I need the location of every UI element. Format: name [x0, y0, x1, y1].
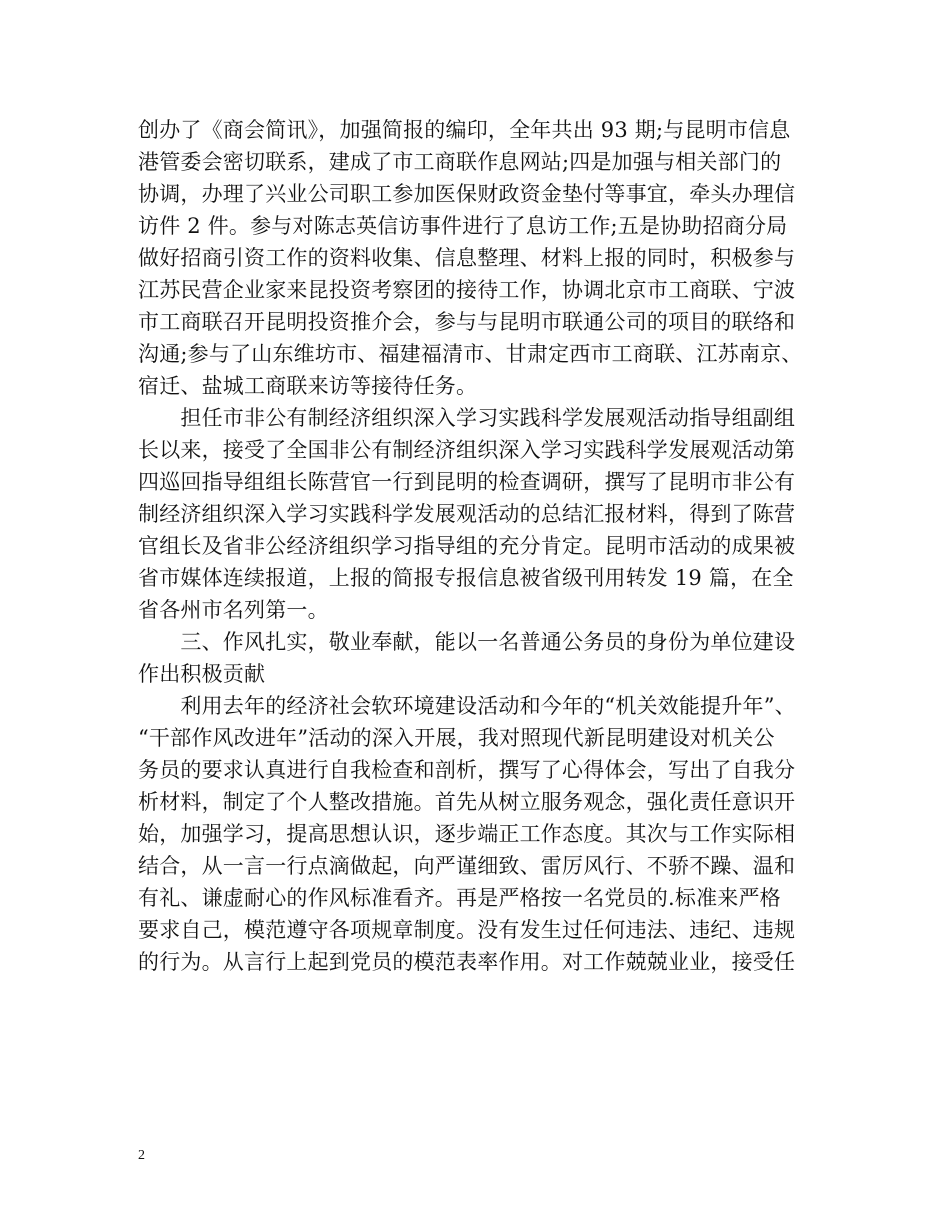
text-line: 省各州市名列第一。: [138, 598, 329, 622]
text-line: 访件 2 件。参与对陈志英信访事件进行了息访工作;五是协助招商分局: [138, 214, 788, 238]
section-heading-line: 三、作风扎实，敬业奉献，能以一名普通公务员的身份为单位建设: [138, 630, 796, 654]
text-line: 创办了《商会简讯》，加强简报的编印，全年共出 93 期;与昆明市信息: [138, 118, 791, 142]
text-line: 利用去年的经济社会软环境建设活动和今年的“机关效能提升年”、: [138, 694, 796, 718]
text-line: 江苏民营企业家来昆投资考察团的接待工作，协调北京市工商联、宁波: [138, 278, 796, 302]
text-line: 沟通;参与了山东维坊市、福建福清市、甘肃定西市工商联、江苏南京、: [138, 342, 803, 366]
section-heading-line: 作出积极贡献: [138, 662, 266, 686]
text-line: 务员的要求认真进行自我检查和剖析，撰写了心得体会，写出了自我分: [138, 758, 796, 782]
text-line: 宿迁、盐城工商联来访等接待任务。: [138, 374, 478, 398]
text-line: 始，加强学习，提高思想认识，逐步端正工作态度。其次与工作实际相: [138, 822, 796, 846]
page-number: 2: [138, 1148, 145, 1163]
text-line: 做好招商引资工作的资料收集、信息整理、材料上报的同时，积极参与: [138, 246, 796, 270]
text-line: 四巡回指导组组长陈营官一行到昆明的检查调研，撰写了昆明市非公有: [138, 470, 796, 494]
text-line: 结合，从一言一行点滴做起，向严谨细致、雷厉风行、不骄不躁、温和: [138, 854, 796, 878]
text-line: 市工商联召开昆明投资推介会，参与与昆明市联通公司的项目的联络和: [138, 310, 796, 334]
text-line: 要求自己，模范遵守各项规章制度。没有发生过任何违法、违纪、违规: [138, 918, 796, 942]
text-line: “干部作风改进年”活动的深入开展，我对照现代新昆明建设对机关公: [138, 726, 775, 750]
text-line: 港管委会密切联系，建成了市工商联作息网站;四是加强与相关部门的: [138, 150, 782, 174]
text-line: 的行为。从言行上起到党员的模范表率作用。对工作兢兢业业，接受任: [138, 950, 796, 974]
body-text: [138, 114, 818, 978]
text-line: 省市媒体连续报道，上报的简报专报信息被省级刊用转发 19 篇，在全: [138, 566, 794, 590]
text-line: 有礼、谦虚耐心的作风标准看齐。再是严格按一名党员的.标准来严格: [138, 886, 781, 910]
text-line: 官组长及省非公经济组织学习指导组的充分肯定。昆明市活动的成果被: [138, 534, 796, 558]
text-line: 制经济组织深入学习实践科学发展观活动的总结汇报材料，得到了陈营: [138, 502, 796, 526]
text-line: 析材料，制定了个人整改措施。首先从树立服务观念，强化责任意识开: [138, 790, 796, 814]
text-line: 担任市非公有制经济组织深入学习实践科学发展观活动指导组副组: [138, 406, 796, 430]
text-line: 协调，办理了兴业公司职工参加医保财政资金垫付等事宜，牵头办理信: [138, 182, 796, 206]
text-line: 长以来，接受了全国非公有制经济组织深入学习实践科学发展观活动第: [138, 438, 796, 462]
